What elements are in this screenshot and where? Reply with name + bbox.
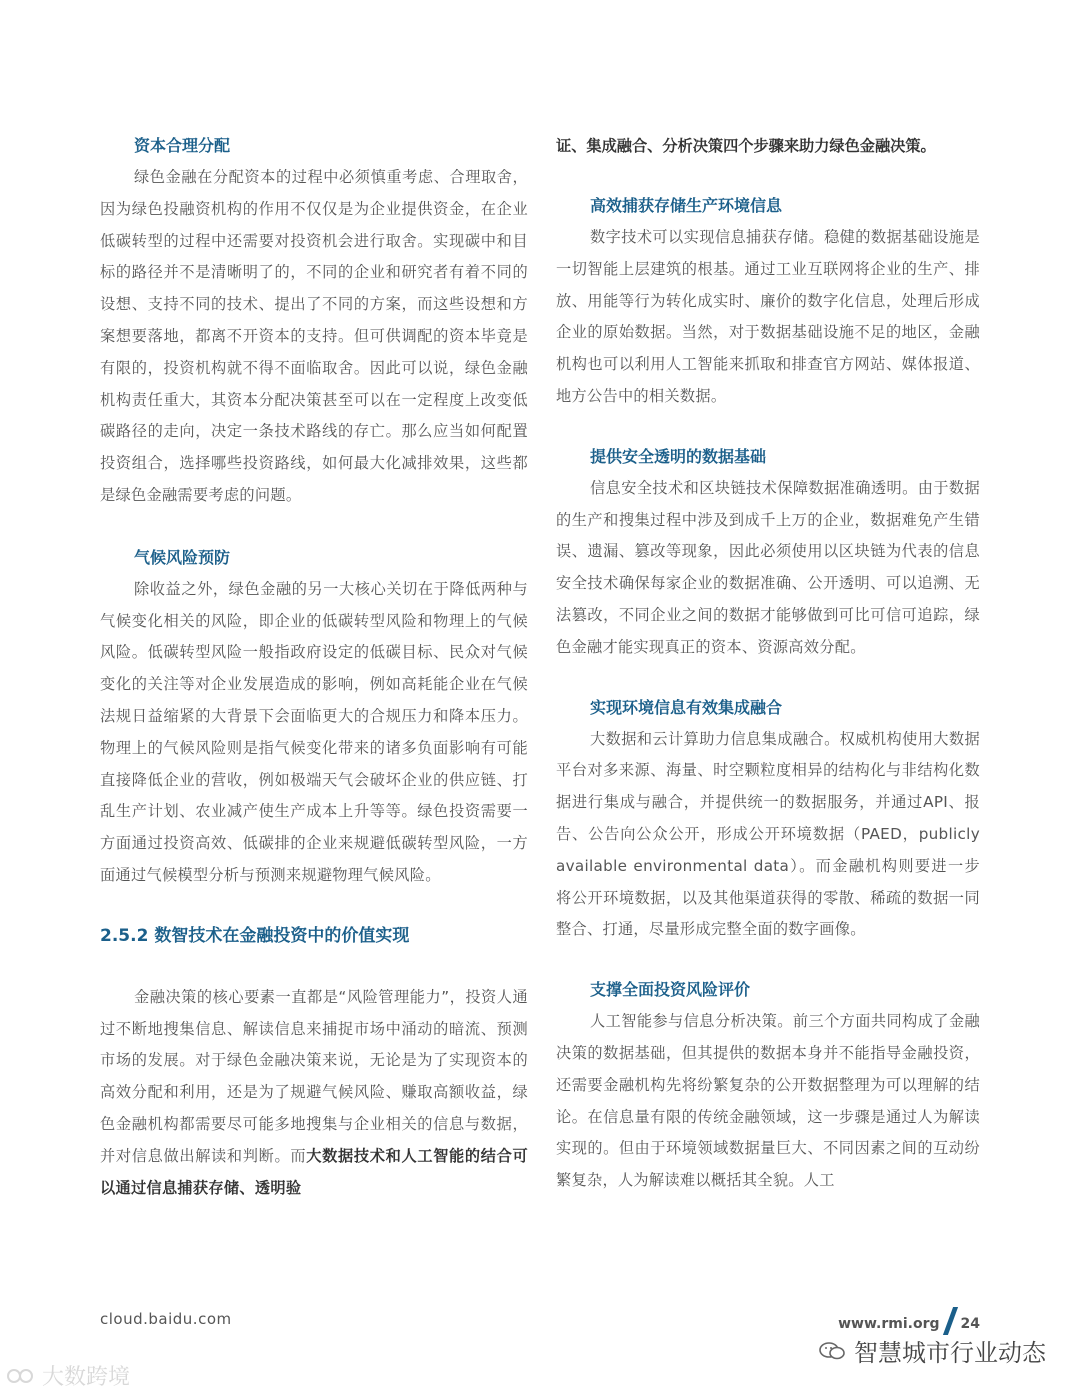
paragraph-decision-core: [100, 982, 528, 1205]
page-number: 24: [960, 1316, 980, 1332]
right-column: [556, 130, 980, 1197]
section-title: 2.5.2 数智技术在金融投资中的价值实现: [100, 925, 410, 946]
heading-capture-storage: 高效捕获存储生产环境信息: [590, 196, 783, 215]
footer-site: www.rmi.org: [838, 1316, 940, 1332]
paragraph-capital-allocation: 绿色金融在分配资本的过程中必须慎重考虑、合理取舍，因为绿色投融资机构的作用不仅仅是为企业提供资金，在企业低碳转型的过程中还需要对投资机会进行取舍。实现碳中和目标的路径并不是清晰明了的，不同的企业和研究者有着不同的设想、支持不同的技术、提出了不同的方案，而这些设想和方案想要落地，都离不开资本的支持。但可供调配的资本毕竟是有限的，投资机构就不得不面临取舍。因此可以说，绿色金融机构责任重大，其资本分配决策甚至可以在一定程度上改变低碳路径的走向，决定一条技术路线的存亡。那么应当如何配置投资组合，选择哪些投资路线，如何最大化减排效果，这些都是绿色金融需要考虑的问题。: [100, 168, 528, 504]
paragraph-capture-storage: 数字技术可以实现信息捕获存储。稳健的数据基础设施是一切智能上层建筑的根基。通过工业互联网将企业的生产、排放、用能等行为转化成实时、廉价的数字化信息，处理后形成企业的原始数据。当然，对于数据基础设施不足的地区，金融机构也可以利用人工智能来抓取和排查官方网站、媒体报道、地方公告中的相关数据。: [556, 228, 980, 405]
paragraph-climate-risk: 除收益之外，绿色金融的另一大核心关切在于降低两种与气候变化相关的风险，即企业的低碳转型风险和物理上的气候风险。低碳转型风险一般指政府设定的低碳目标、民众对气候变化的关注等对企业发展造成的影响，例如高耗能企业在气候法规日益缩紧的大背景下会面临更大的合规压力和降本压力。物理上的气候风险则是指气候变化带来的诸多负面影响有可能直接降低企业的营收，例如极端天气会破坏企业的供应链、打乱生产计划、农业减产使生产成本上升等等。绿色投资需要一方面通过投资高效、低碳排的企业来规避低碳转型风险，一方面通过气候模型分析与预测来规避物理气候风险。: [100, 579, 528, 884]
footer-url-left: cloud.baidu.com: [100, 1310, 232, 1328]
paragraph-transparent-data: 信息安全技术和区块链技术保障数据准确透明。由于数据的生产和搜集过程中涉及到成千上万的企业，数据难免产生错误、遗漏、篡改等现象，因此必须使用以区块链为代表的信息安全技术确保每家企业的数据准确、公开透明、可以追溯、无法篡改，不同企业之间的数据才能够做到可比可信可追踪，绿色金融才能实现真正的资本、资源高效分配。: [556, 478, 980, 656]
watermark-left: [6, 1360, 130, 1391]
heading-risk-evaluation: 支撑全面投资风险评价: [590, 980, 751, 1000]
watermark-right: [818, 1333, 1046, 1368]
heading-capital-allocation: 资本合理分配: [134, 136, 231, 155]
paragraph-integration: 大数据和云计算助力信息集成融合。权威机构使用大数据平台对多来源、海量、时空颗粒度相异的结构化与非结构化数据进行集成与融合，并提供统一的数据服务，并通过API、报告、公告向公众公开，形成公开环境数据（PAED，publicly available environmental data）。而金融机构则要进一步将公开环境数据，以及其他渠道获得的零散、稀疏的数据一同整合、打通，尽量形成完整全面的数字画像。: [556, 729, 980, 939]
continued-bold-text: 证、集成融合、分析决策四个步骤来助力绿色金融决策。: [556, 137, 936, 155]
wechat-icon: [818, 1340, 846, 1362]
paragraph-decision-core-bold: 大数据技术和人工智能的结合可以通过信息捕获存储、透明验: [100, 1146, 529, 1197]
left-column: [100, 130, 528, 1204]
watermark-left-text: 大数跨境: [42, 1365, 131, 1390]
watermark-right-text: 智慧城市行业动态: [854, 1339, 1046, 1367]
logo-icon: [6, 1365, 34, 1387]
paragraph-risk-evaluation: 人工智能参与信息分析决策。前三个方面共同构成了金融决策的数据基础，但其提供的数据本身并不能指导金融投资，还需要金融机构先将纷繁复杂的公开数据整理为可以理解的结论。在信息量有限的传统金融领域，这一步骤是通过人为解读实现的。但由于环境领域数据量巨大、不同因素之间的互动纷繁复杂，人为解读难以概括其全貌。人工: [556, 1012, 980, 1190]
heading-transparent-data: 提供安全透明的数据基础: [590, 446, 767, 466]
heading-climate-risk: 气候风险预防: [134, 547, 231, 567]
paragraph-decision-core-text: 金融决策的核心要素一直都是“风险管理能力”，投资人通过不断地搜集信息、解读信息来捕捉市场中涌动的暗流、预测市场的发展。对于绿色金融决策来说，无论是为了实现资本的高效分配和利用，还是为了规避气候风险、赚取高额收益，绿色金融机构都需要尽可能多地搜集与企业相关的信息与数据，并对信息做出解读和判断。而: [100, 987, 528, 1165]
slash-divider: [942, 1307, 957, 1335]
heading-integration: 实现环境信息有效集成融合: [590, 697, 783, 717]
